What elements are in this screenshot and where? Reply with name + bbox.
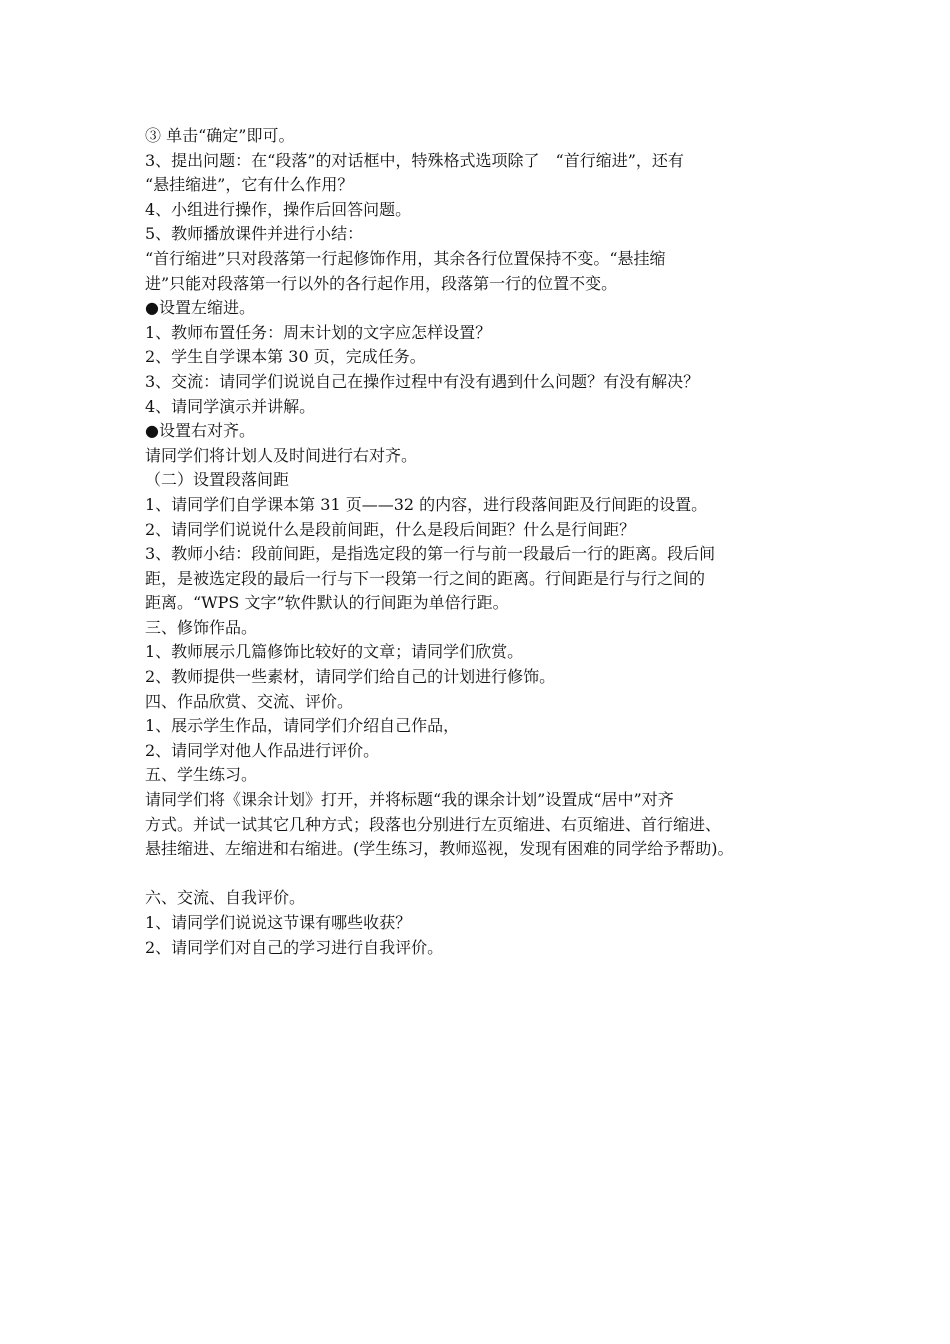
text-line: 2、学生自学课本第 30 页，完成任务。 (145, 347, 426, 367)
text-line: 1、请同学们说说这节课有哪些收获？ (145, 913, 412, 932)
text-line: ③ 单击“确定”即可。 (145, 126, 295, 145)
section-heading: ●设置右对齐。 (145, 421, 255, 441)
section-heading: 六、交流、自我评价。 (145, 888, 306, 908)
text-line: 2、请同学对他人作品进行评价。 (145, 740, 380, 760)
document-body (145, 124, 825, 960)
text-line: 2、教师提供一些素材，请同学们给自己的计划进行修饰。 (145, 667, 556, 687)
section-heading: 三、修饰作品。 (145, 617, 258, 637)
text-line: 4、小组进行操作，操作后回答问题。 (145, 199, 412, 219)
text-line: 方式。并试一试其它几种方式；段落也分别进行左页缩进、右页缩进、首行缩进、 (145, 814, 722, 834)
text-line: 2、请同学们说说什么是段前间距，什么是段后间距？什么是行间距？ (145, 519, 636, 539)
blank-line (145, 862, 825, 887)
section-heading: （二）设置段落间距 (145, 470, 290, 490)
text-line: “首行缩进”只对段落第一行起修饰作用，其余各行位置保持不变。“悬挂缩 (145, 248, 666, 268)
text-line: “悬挂缩进”，它有什么作用？ (145, 175, 354, 195)
text-line: 3、交流：请同学们说说自己在操作过程中有没有遇到什么问题？有没有解决？ (145, 371, 700, 391)
section-heading: 五、学生练习。 (145, 765, 258, 785)
text-line: 5、教师播放课件并进行小结： (145, 224, 364, 244)
text-line: 距，是被选定段的最后一行与下一段第一行之间的距离。行间距是行与行之间的 (145, 568, 706, 588)
text-line: 悬挂缩进、左缩进和右缩进。(学生练习，教师巡视，发现有困难的同学给予帮助)。 (145, 839, 734, 859)
text-line: 请同学们将计划人及时间进行右对齐。 (145, 445, 418, 465)
text-line: 1、教师布置任务：周末计划的文字应怎样设置？ (145, 322, 492, 342)
text-line: 1、请同学们自学课本第 31 页——32 的内容，进行段落间距及行间距的设置。 (145, 494, 708, 514)
text-line: 4、请同学演示并讲解。 (145, 396, 316, 416)
text-line: 请同学们将《课余计划》打开，并将标题“我的课余计划”设置成“居中”对齐 (145, 790, 674, 810)
section-heading: 四、作品欣赏、交流、评价。 (145, 691, 354, 711)
text-line: 1、展示学生作品，请同学们介绍自己作品， (145, 716, 460, 736)
section-heading: ●设置左缩进。 (145, 298, 255, 318)
text-line: 3、教师小结：段前间距，是指选定段的第一行与前一段最后一行的距离。段后间 (145, 544, 716, 564)
text-line: 距离。“WPS 文字”软件默认的行间距为单倍行距。 (145, 593, 509, 613)
text-line: 1、教师展示几篇修饰比较好的文章；请同学们欣赏。 (145, 642, 524, 662)
text-line: 3、提出问题：在“段落”的对话框中，特殊格式选项除了 “首行缩进”，还有 (145, 150, 684, 170)
text-line: 进”只能对段落第一行以外的各行起作用，段落第一行的位置不变。 (145, 273, 618, 293)
text-line: 2、请同学们对自己的学习进行自我评价。 (145, 937, 444, 957)
